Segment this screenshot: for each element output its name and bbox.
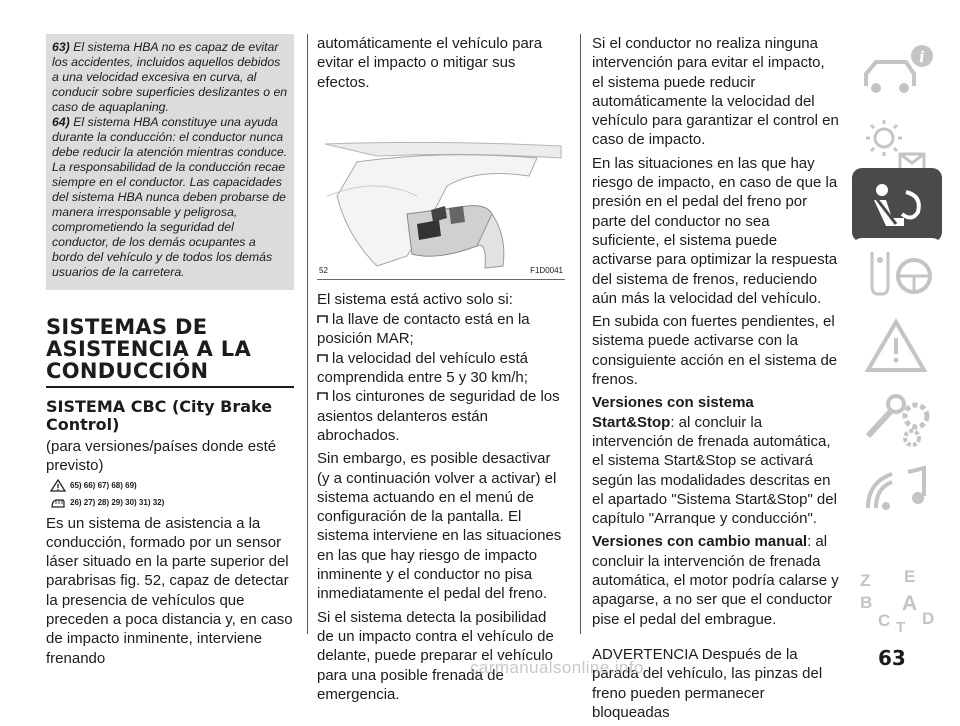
laser-sensor-illustration (317, 96, 565, 278)
road-warning-triangle-icon (852, 308, 942, 382)
auto-reduce-paragraph: Si el conductor no realiza ninguna intervención para evitar el impacto, el sistema puede reducir automáticamente la velocidad del vehículo para garantizar el control en caso de impacto. (592, 35, 839, 149)
index-letter: Z (860, 571, 871, 590)
manual-gearbox-paragraph: Versiones con cambio manual: al concluir la intervención de frenada automática, el motor podría calarse y apagarse, a no ser que el conductor pise el pedal del embrague. (592, 533, 839, 628)
tab-index[interactable] (852, 562, 942, 636)
warning-64: 64) El sistema HBA constituye una ayuda durante la conducción: el conductor nunca debe reducir la atención mientras conduce. La responsabilidad de la conducción recae siempre en el conductor. Las capacidades del sistema HBA nunca deben probarse de manera irresponsable y peligrosa, comprometiendo la seguridad del conductor, de los demás ocupantes a bordo del vehículo y de todos los demás usuarios de la carretera. (52, 115, 288, 279)
cbc-description-continued: automáticamente el vehículo para evitar el impacto o mitigar sus efectos. (317, 35, 543, 91)
warning-refs: 65) 66) 67) 68) 69) (50, 478, 294, 493)
condition-item: la velocidad del vehículo está comprendida entre 5 y 30 km/h; (317, 349, 528, 387)
tab-car-info[interactable] (852, 34, 942, 108)
tab-emergency[interactable] (852, 308, 942, 382)
index-letter: A (902, 592, 918, 615)
index-letter: C (878, 611, 891, 630)
cbc-description: Es un sistema de asistencia a la conducción, formado por un sensor láser situado en la parte superior del parabrisas fig. 52, capaz de detectar la presencia de vehículos que preceden a poca distancia y, en caso de impacto inminente, interviene frenando (46, 514, 293, 667)
caution-hand-icon (50, 496, 66, 509)
bullet-icon (317, 314, 328, 324)
condition-item: los cinturones de seguridad de los asientos delanteros están abrochados. (317, 388, 560, 444)
watermark: carmanualsonline.info (470, 658, 644, 677)
warning-triangle-icon (50, 479, 66, 492)
seat-airbag-icon (852, 168, 942, 242)
caution-refs: 26) 27) 28) 29) 30) 31) 32) (50, 495, 294, 510)
column-divider-1 (307, 34, 308, 634)
figure-code: F1D0041 (530, 265, 563, 275)
condition-item: la llave de contacto está en la posición MAR; (317, 311, 530, 348)
active-conditions-title: El sistema está activo solo si: (317, 290, 513, 308)
advertencia-paragraph: ADVERTENCIA Después de la parada del vehículo, las pinzas del freno pueden permanecer bloqueadas (592, 645, 823, 721)
subsection-note: (para versiones/países donde esté previsto) (46, 438, 277, 475)
index-letter: T (896, 619, 906, 636)
warning-63: 63) El sistema HBA no es capaz de evitar los accidentes, incluidos aquellos debidos a una velocidad excesiva en curva, al conducir sobre superficies deslizantes o en caso de aquaplaning. (52, 40, 288, 114)
column-2 (317, 34, 565, 708)
bullet-icon (317, 353, 328, 363)
car-info-icon (852, 34, 942, 108)
tab-maintenance[interactable] (852, 380, 942, 454)
brake-optimize-paragraph: En las situaciones en las que hay riesgo de impacto, en caso de que la presión en el pedal del freno por parte del conductor no sea suficiente, el sistema puede activarse para optimizar la respuesta del sistema de frenos, reduciendo aún más la velocidad del vehículo. (592, 154, 838, 307)
section-divider (46, 386, 294, 388)
deactivation-paragraph: Sin embargo, es posible desactivar (y a continuación volver a activar) el sistema actuando en el menú de configuración de la pantalla. El sistema interviene en las situaciones en las que hay riesgo de impacto inminente y el conductor no pisa inmediatamente el pedal del freno. (317, 450, 562, 603)
index-letter: D (922, 609, 935, 628)
tab-safety[interactable] (852, 168, 942, 242)
wrench-gears-icon (852, 380, 942, 454)
emergency-paragraph: Si el sistema detecta la posibilidad de un impacto contra el vehículo de delante, puede preparar el vehículo para una posible frenada de emergencia. (317, 608, 554, 703)
figure-caption (317, 266, 565, 275)
index-letter: E (904, 567, 916, 586)
startstop-paragraph: Versiones con sistema Start&Stop: al concluir la intervención de frenada automática, el sistema Start&Stop se activará según las modalidades descritas en el apartado "Sistema Start&Stop" del capítulo "Arranque y conducción". (592, 394, 837, 528)
subsection-title: SISTEMA CBC (City Brake Control) (46, 397, 273, 434)
media-music-icon (852, 452, 942, 526)
column-1 (46, 34, 294, 672)
page-number: 63 (878, 646, 906, 670)
key-steering-icon (852, 238, 942, 312)
uphill-paragraph: En subida con fuertes pendientes, el sistema puede activarse con la consiguiente acción en el sistema de frenos. (592, 313, 838, 389)
svg-text:i: i (919, 48, 925, 66)
tab-multimedia[interactable] (852, 452, 942, 526)
index-letter: B (860, 593, 873, 612)
figure-rule (317, 279, 565, 280)
bullet-icon (317, 391, 328, 401)
figure-52 (317, 96, 565, 278)
section-title: SISTEMAS DE ASISTENCIA A LA CONDUCCIÓN (46, 315, 252, 383)
column-divider-2 (580, 34, 581, 634)
index-letters-icon (852, 562, 942, 636)
warning-box (46, 34, 294, 290)
tab-start-driving[interactable] (852, 238, 942, 312)
column-3 (592, 34, 840, 726)
figure-number: 52 (319, 265, 328, 275)
